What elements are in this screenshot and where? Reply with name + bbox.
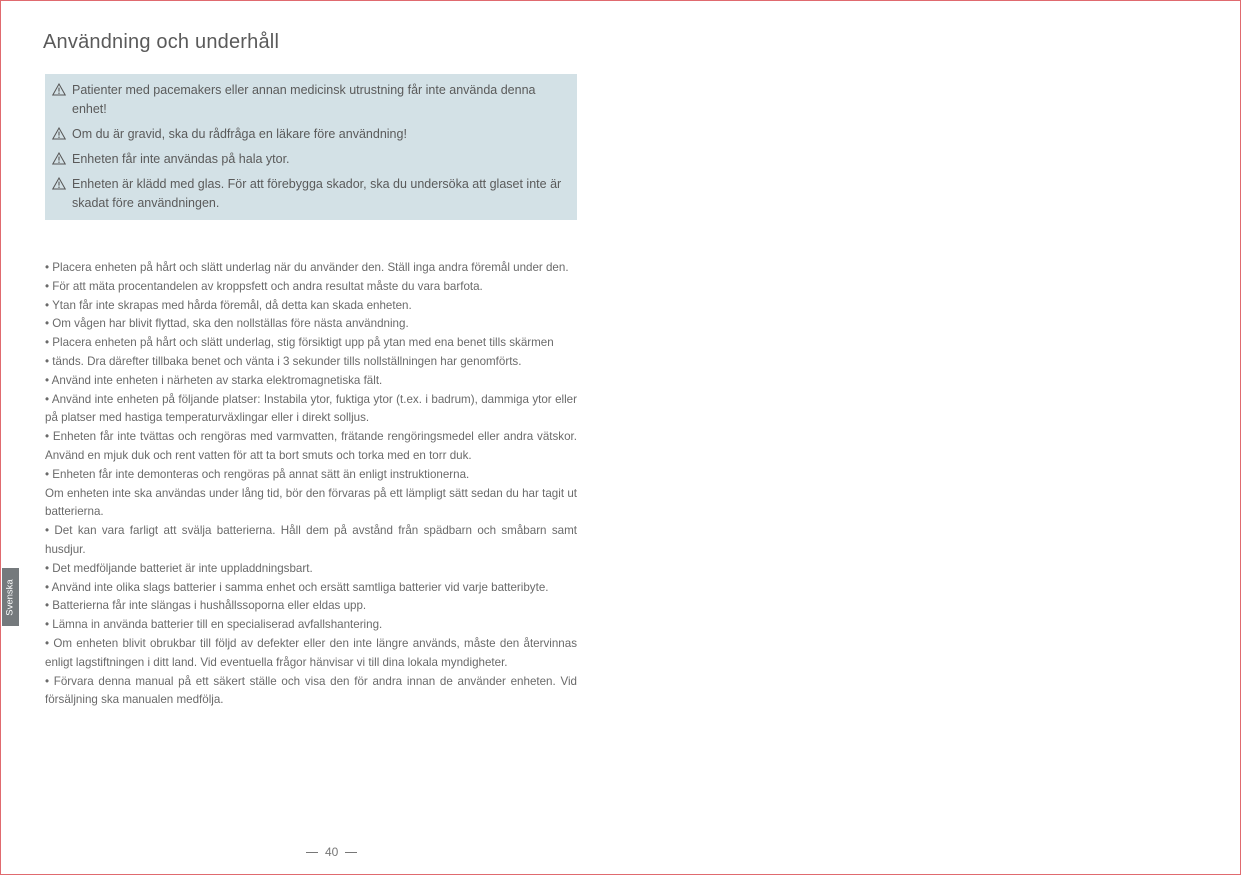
instruction-paragraph: • Enheten får inte demonteras och rengöras på annat sätt än enligt instruktionerna. (45, 467, 470, 481)
instruction-paragraph: • Använd inte olika slags batterier i samma enhet och ersätt samtliga batterier vid varje batteribyte. (45, 580, 549, 594)
instruction-paragraph: • Det kan vara farligt att svälja batterierna. Håll dem på avstånd från spädbarn och småbarn samt husdjur. (45, 524, 577, 556)
instruction-paragraph: • Det medföljande batteriet är inte uppladdningsbart. (45, 561, 313, 575)
instruction-paragraph: • För att mäta procentandelen av kroppsfett och andra resultat måste du vara barfota. (45, 279, 483, 293)
instruction-paragraph: • Använd inte enheten på följande platser: Instabila ytor, fuktiga ytor (t.ex. i badrum), dammiga ytor eller på platser med hastiga temperaturväxlingar eller i direkt solljus. (45, 392, 577, 425)
page-number-footer (299, 845, 364, 859)
instruction-paragraph: • Placera enheten på hårt och slätt underlag, stig försiktigt upp på ytan med ena benet tills skärmen (45, 336, 554, 350)
warning-triangle-icon (52, 152, 66, 165)
warning-item (52, 175, 565, 213)
instruction-paragraph: • Placera enheten på hårt och slätt underlag när du använder den. Ställ inga andra föremål under den. (45, 261, 569, 274)
warning-triangle-icon (52, 83, 66, 96)
warning-item (52, 125, 565, 144)
instruction-paragraph: • Ytan får inte skrapas med hårda föremål, då detta kan skada enheten. (45, 298, 412, 312)
language-label: Svenska (5, 578, 16, 616)
warning-triangle-icon (52, 127, 66, 140)
warning-triangle-icon (52, 177, 66, 190)
instruction-paragraph: • Om enheten blivit obrukbar till följd av defekter eller den inte längre används, måste den återvinnas enligt lagstiftningen i ditt land. Vid eventuella frågor hänvisar vi till dina lokala myndigheter. (45, 636, 577, 669)
instruction-paragraph: • tänds. Dra därefter tillbaka benet och vänta i 3 sekunder tills nollställningen har genomförts. (45, 354, 522, 368)
instruction-paragraph: Om enheten inte ska användas under lång tid, bör den förvaras på ett lämpligt sätt sedan du har tagit ut batterierna. (45, 486, 577, 519)
instruction-paragraph: • Enheten får inte tvättas och rengöras med varmvatten, frätande rengöringsmedel eller andra vätskor. Använd en mjuk duk och rent vatten för att ta bort smuts och torka med en torr duk. (45, 430, 577, 462)
warning-text: Enheten får inte användas på hala ytor. (72, 152, 290, 166)
warning-text: Enheten är klädd med glas. För att förebygga skador, ska du undersöka att glaset inte är skadat före användningen. (72, 177, 562, 210)
instruction-paragraph: • Batterierna får inte slängas i hushållssoporna eller eldas upp. (45, 599, 367, 613)
warning-text: Patienter med pacemakers eller annan medicinsk utrustning får inte använda denna enhet! (72, 83, 536, 116)
warning-box (45, 74, 577, 220)
warning-text: Om du är gravid, ska du rådfråga en läkare före användning! (72, 127, 407, 141)
instruction-paragraph: • Lämna in använda batterier till en specialiserad avfallshantering. (45, 618, 383, 632)
warning-item (52, 150, 565, 169)
language-side-tab (2, 568, 19, 626)
warning-item (52, 81, 565, 119)
dash-decoration (306, 852, 318, 853)
instruction-paragraph: • Om vågen har blivit flyttad, ska den nollställas före nästa användning. (45, 317, 409, 331)
instruction-paragraph: • Använd inte enheten i närheten av starka elektromagnetiska fält. (45, 373, 383, 387)
dash-decoration (345, 852, 357, 853)
page-number: 40 (325, 845, 339, 859)
instructions-list (45, 259, 577, 710)
instruction-paragraph: • Förvara denna manual på ett säkert ställe och visa den för andra innan de använder enheten. Vid försäljning ska manualen medfölja. (45, 674, 577, 707)
page-title: Användning och underhåll (43, 31, 280, 53)
